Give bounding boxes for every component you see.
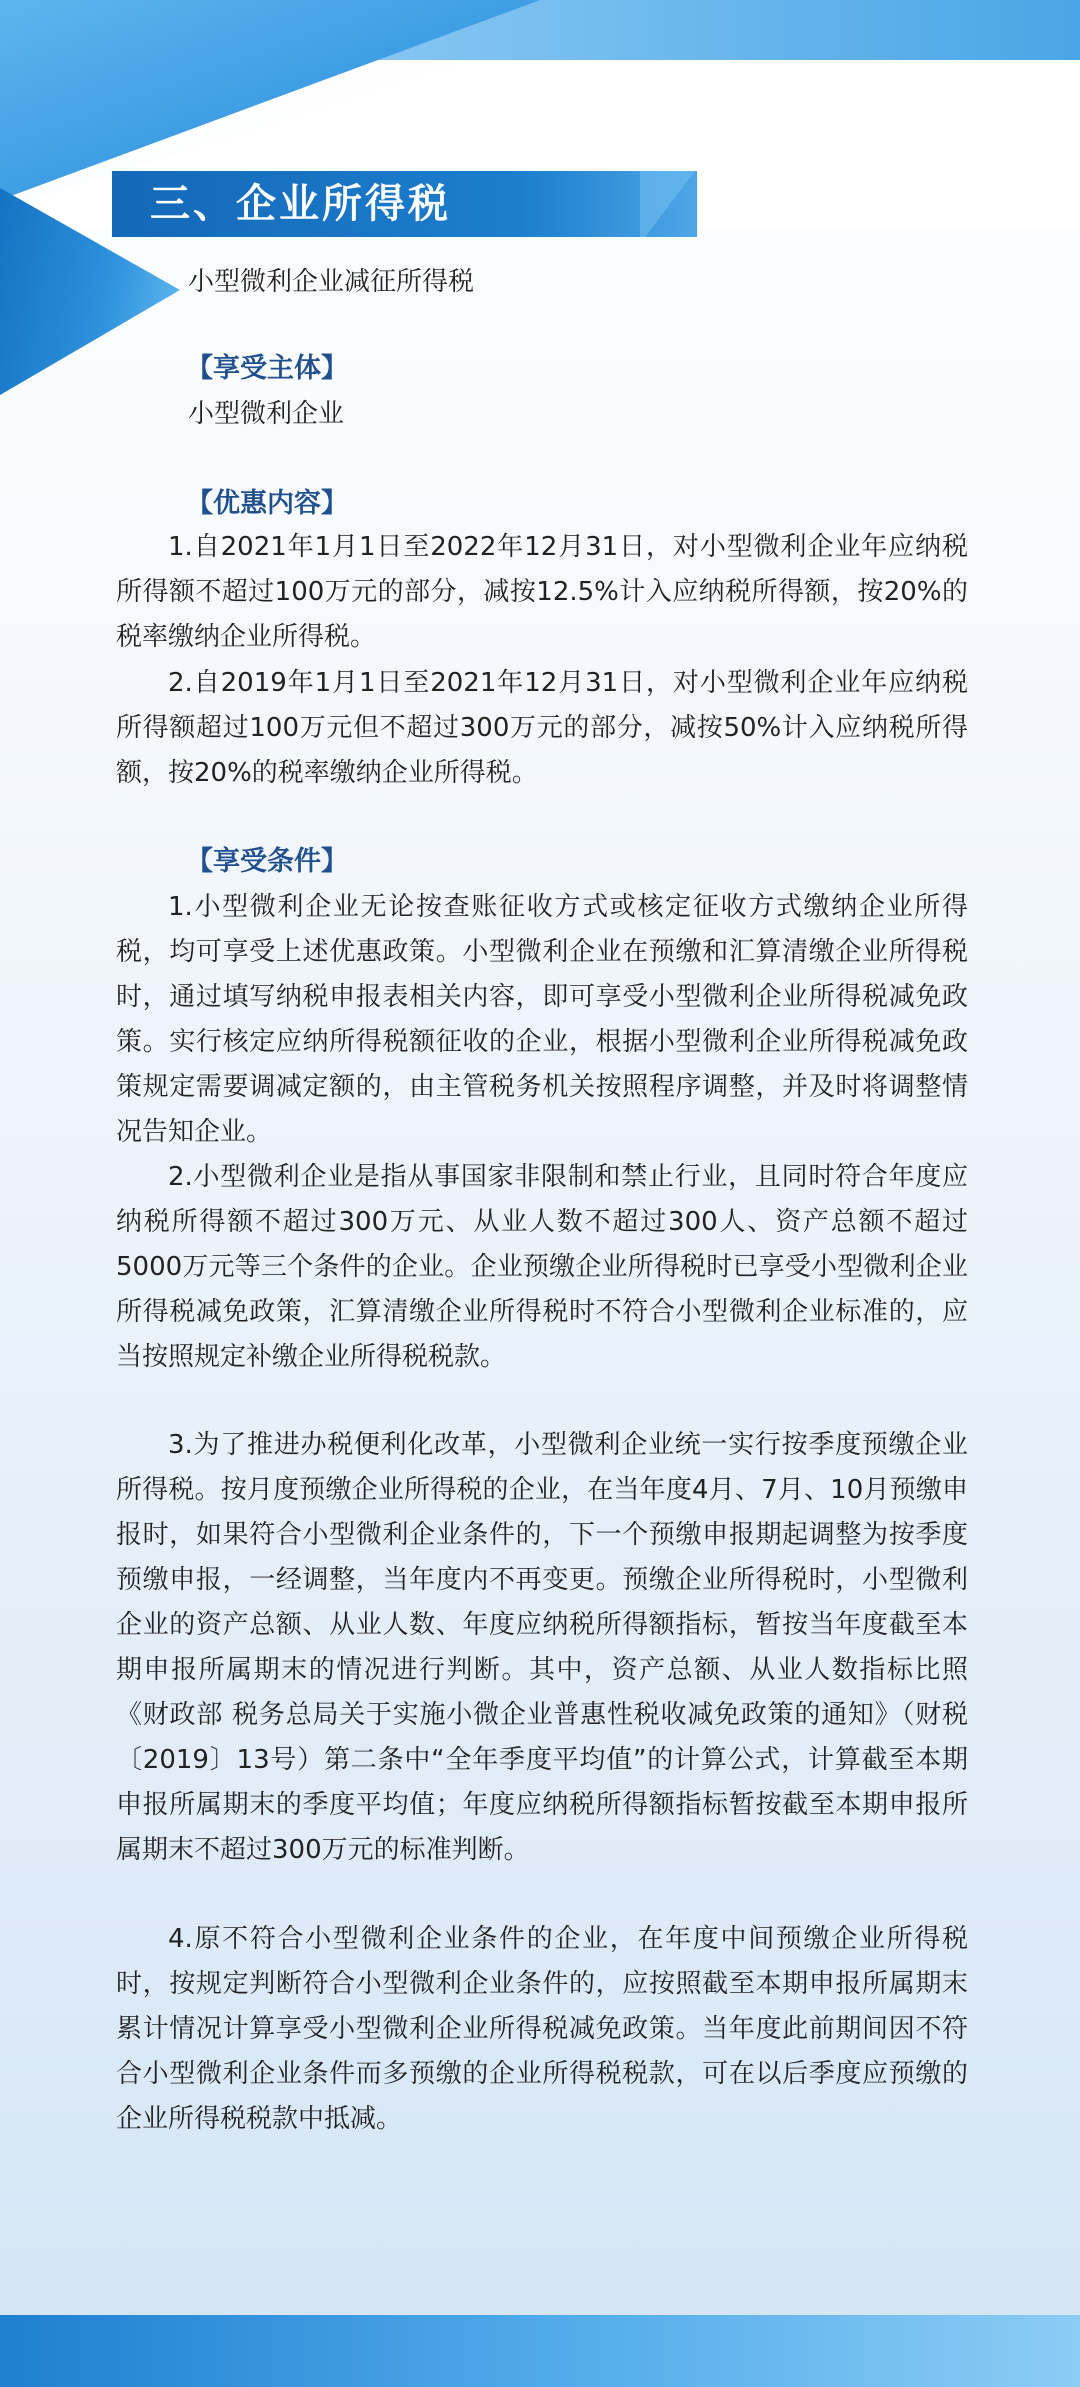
content-paragraph-1: 1.自2021年1月1日至2022年12月31日，对小型微利企业年应纳税所得额不超过100万元的部分，减按12.5%计入应纳税所得额，按20%的税率缴纳企业所得税。: [116, 532, 968, 652]
content-paragraph-2: 2.自2019年1月1日至2021年12月31日，对小型微利企业年应纳税所得额超过100万元但不超过300万元的部分，减按50%计入应纳税所得额，按20%的税率缴纳企业所得税。: [116, 668, 968, 788]
conditions-paragraph-4: 4.原不符合小型微利企业条件的企业，在年度中间预缴企业所得税时，按规定判断符合小型微利企业条件的，应按照截至本期申报所属期末累计情况计算享受小型微利企业所得税减免政策。当年度此前期间因不符合小型微利企业条件而多预缴的企业所得税税款，可在以后季度应预缴的企业所得税税款中抵减。: [116, 1924, 968, 2134]
conditions-paragraph-1: 1.小型微利企业无论按查账征收方式或核定征收方式缴纳企业所得税，均可享受上述优惠政策。小型微利企业在预缴和汇算清缴企业所得税时，通过填写纳税申报表相关内容，即可享受小型微利企业所得税减免政策。实行核定应纳所得税额征收的企业，根据小型微利企业所得税减免政策规定需要调减定额的，由主管税务机关按照程序调整，并及时将调整情况告知企业。: [116, 892, 968, 1147]
page-subtitle: 小型微利企业减征所得税: [188, 267, 475, 297]
section-heading-subject: 【享受主体】: [186, 353, 348, 384]
section-heading-content: 【优惠内容】: [186, 488, 348, 519]
page-title: 三、企业所得税: [150, 181, 451, 227]
conditions-paragraph-2: 2.小型微利企业是指从事国家非限制和禁止行业，且同时符合年度应纳税所得额不超过300万元、从业人数不超过300人、资产总额不超过5000万元等三个条件的企业。企业预缴企业所得税时已享受小型微利企业所得税减免政策，汇算清缴企业所得税时不符合小型微利企业标准的，应当按照规定补缴企业所得税税款。: [116, 1162, 968, 1372]
section-heading-conditions: 【享受条件】: [186, 846, 348, 877]
bottom-decor-band: [0, 2315, 1080, 2387]
subject-text: 小型微利企业: [188, 399, 345, 429]
conditions-paragraph-3: 3.为了推进办税便利化改革，小型微利企业统一实行按季度预缴企业所得税。按月度预缴企业所得税的企业，在当年度4月、7月、10月预缴申报时，如果符合小型微利企业条件的，下一个预缴申报期起调整为按季度预缴申报，一经调整，当年度内不再变更。预缴企业所得税时，小型微利企业的资产总额、从业人数、年度应纳税所得额指标，暂按当年度截至本期申报所属期末的情况进行判断。其中，资产总额、从业人数指标比照《财政部 税务总局关于实施小微企业普惠性税收减免政策的通知》（财税〔2019〕13号）第二条中“全年季度平均值”的计算公式，计算截至本期申报所属期末的季度平均值；年度应纳税所得额指标暂按截至本期申报所属期末不超过300万元的标准判断。: [116, 1430, 968, 1865]
